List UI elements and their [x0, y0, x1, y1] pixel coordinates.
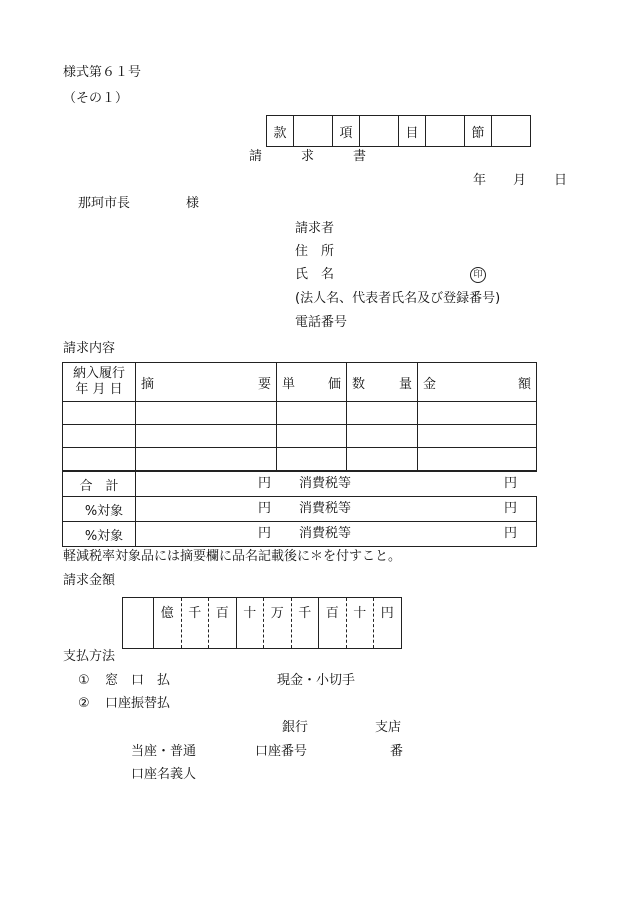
total-label: 合 計 [63, 472, 136, 497]
setsu-field[interactable] [492, 116, 531, 147]
kan-label: 款 [267, 116, 294, 147]
phone-label: 電話番号 [295, 315, 348, 330]
seal-mark: 印 [470, 267, 486, 283]
budget-code-table [266, 115, 531, 147]
option2-label: 口座振替払 [105, 696, 171, 711]
account-type-label: 当座・普通 [131, 744, 197, 759]
amount-unit[interactable]: 百 [209, 598, 237, 649]
amount-prefix-cell[interactable] [123, 598, 154, 649]
option1-number: ① [78, 673, 90, 688]
date-header: 納入履行 年 月 日 [63, 363, 136, 402]
bank-label: 銀行 [282, 720, 309, 735]
claimant-label: 請求者 [295, 221, 335, 236]
amount-unit[interactable]: 億 [154, 598, 182, 649]
account-number-suffix: 番 [390, 744, 404, 759]
description-header: 摘 要 [136, 363, 277, 402]
pct1-row: %対象 円 消費税等 円 [63, 497, 537, 522]
amount-header: 金 額 [418, 363, 537, 402]
document-title: 請 求 書 [249, 149, 367, 164]
amount-unit[interactable]: 十 [236, 598, 264, 649]
date-month-label: 月 [513, 173, 527, 188]
amount-unit[interactable]: 千 [181, 598, 209, 649]
amount-unit[interactable]: 万 [264, 598, 292, 649]
details-title: 請求内容 [63, 341, 116, 356]
amount-unit[interactable]: 百 [319, 598, 347, 649]
setsu-label: 節 [465, 116, 492, 147]
pct2-row: %対象 円 消費税等 円 [63, 522, 537, 547]
moku-field[interactable] [426, 116, 465, 147]
reduced-tax-note: 軽減税率対象品には摘要欄に品名記載後に＊を付すこと。 [63, 549, 402, 564]
amount-grid [122, 597, 402, 649]
kou-field[interactable] [360, 116, 399, 147]
kan-field[interactable] [294, 116, 333, 147]
account-number-label: 口座番号 [255, 744, 308, 759]
option1-label: 窓 口 払 [105, 673, 171, 688]
amount-unit[interactable]: 十 [346, 598, 374, 649]
pct1-label: %対象 [63, 497, 136, 522]
date-day-label: 日 [554, 173, 568, 188]
pct2-label: %対象 [63, 522, 136, 547]
details-table [62, 362, 537, 471]
address-label: 住 所 [295, 244, 335, 259]
unit-price-header: 単 価 [277, 363, 347, 402]
table-row [63, 448, 537, 471]
table-row [63, 425, 537, 448]
option2-number: ② [78, 696, 90, 711]
amount-unit[interactable]: 円 [374, 598, 402, 649]
cash-check-label: 現金・小切手 [277, 673, 356, 688]
payment-title: 支払方法 [63, 649, 116, 664]
quantity-header: 数 量 [347, 363, 418, 402]
addressee: 那珂市長 [78, 196, 131, 211]
form-number: 様式第６１号 [63, 65, 142, 80]
moku-label: 目 [399, 116, 426, 147]
amount-title: 請求金額 [63, 573, 116, 588]
amount-unit[interactable]: 千 [291, 598, 319, 649]
name-label: 氏 名 [295, 267, 335, 282]
total-row: 合 計 円 消費税等 円 [63, 472, 537, 497]
form-sub-number: （その１） [63, 91, 129, 106]
totals-table [62, 471, 537, 547]
table-row [63, 402, 537, 425]
corporate-note: (法人名、代表者氏名及び登録番号) [295, 291, 501, 306]
branch-label: 支店 [375, 720, 402, 735]
date-year-label: 年 [473, 173, 487, 188]
account-holder-label: 口座名義人 [131, 767, 197, 782]
kou-label: 項 [333, 116, 360, 147]
honorific: 様 [186, 196, 200, 211]
